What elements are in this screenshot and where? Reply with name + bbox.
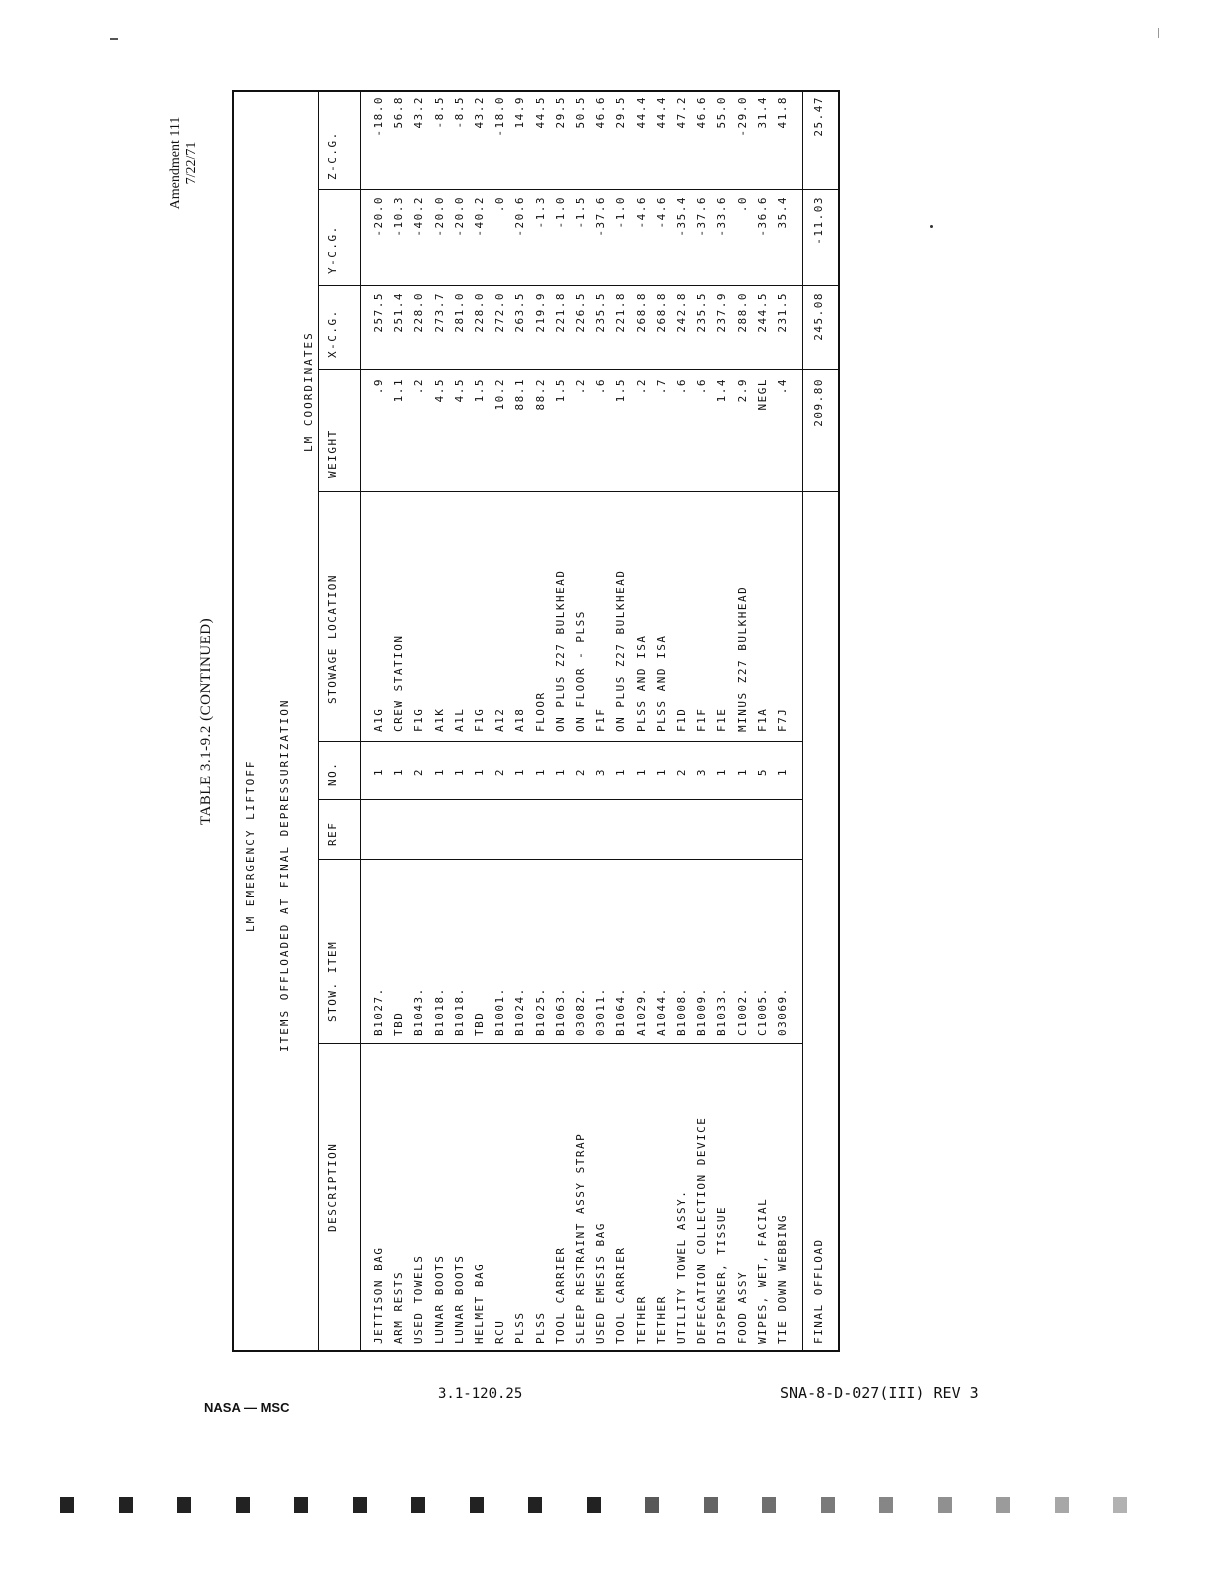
col-rule [318,741,802,742]
cell-no: 1 [654,767,668,777]
cell-zcg: 56.8 [392,96,406,129]
cell-zcg: 46.6 [695,96,709,129]
cell-weight: 2.9 [735,378,749,403]
cell-no: 1 [533,767,547,777]
cell-weight: 1.5 [553,378,567,403]
cell-no: 1 [432,767,446,777]
cell-zcg: -18.0 [493,96,507,137]
cell-xcg: 221.8 [553,292,567,333]
cell-weight: 4.5 [452,378,466,403]
film-mark [294,1497,308,1513]
cell-stow-item: B1027. [372,987,385,1036]
cell-description: DISPENSER, TISSUE [715,1205,729,1344]
cell-xcg: 219.9 [533,292,547,333]
cell-no: 1 [776,767,789,777]
cell-location: A12 [493,707,507,732]
cell-location: PLSS AND ISA [634,634,648,732]
cell-location: ON PLUS Z27 BULKHEAD [614,569,628,732]
table-caption: TABLE 3.1-9.2 (CONTINUED) [198,617,214,825]
cell-ycg: .0 [493,196,507,213]
cell-weight: .9 [372,378,385,395]
col-rule [318,859,802,860]
cell-ycg: -37.6 [695,196,709,237]
cell-weight: .6 [675,378,688,395]
cell-xcg: 235.5 [695,292,709,333]
cell-zcg: -18.0 [372,96,385,137]
cell-description: DEFECATION COLLECTION DEVICE [695,1116,709,1344]
scan-mark [110,38,118,40]
cell-zcg: 44.4 [634,96,648,129]
film-mark [938,1497,952,1513]
col-header-weight: WEIGHT [326,429,339,478]
amendment-number: Amendment 111 [168,116,183,210]
cell-weight: 88.1 [513,378,527,411]
film-mark [236,1497,250,1513]
cell-ycg: .0 [735,196,749,213]
cell-xcg: 237.9 [715,292,729,333]
cell-ycg: -40.2 [412,196,426,237]
col-header-ycg: Y-C.G. [326,225,339,274]
total-rule [802,90,803,1352]
col-rule [318,1043,802,1044]
cell-description: TIE DOWN WEBBING [776,1214,789,1344]
cell-ycg: -4.6 [634,196,648,229]
cell-location: FLOOR [533,691,547,732]
film-mark [470,1497,484,1513]
cell-no: 3 [695,767,709,777]
cell-no: 2 [493,767,507,777]
cell-weight: .4 [776,378,789,395]
cell-xcg: 268.8 [654,292,668,333]
cell-no: 2 [412,767,426,777]
cell-no: 1 [513,767,527,777]
film-mark [587,1497,601,1513]
cell-location: A1L [452,707,466,732]
cell-location: F1D [675,707,688,732]
col-header-location: STOWAGE LOCATION [326,574,339,704]
film-mark [1113,1497,1127,1513]
cell-weight: 1.5 [473,378,486,403]
cell-description: TETHER [654,1295,668,1344]
amendment-date: 7/22/71 [184,141,199,185]
col-rule [318,369,840,370]
cell-xcg: 231.5 [776,292,789,333]
cell-xcg: 251.4 [392,292,406,333]
table-title: LM EMERGENCY LIFTOFF [244,759,257,932]
cell-xcg: 228.0 [473,292,486,333]
col-header-stow-item: STOW. ITEM [326,940,339,1022]
cell-description: TOOL CARRIER [614,1246,628,1344]
film-mark [762,1497,776,1513]
cell-no: 3 [594,767,608,777]
cell-description: LUNAR BOOTS [452,1254,466,1344]
cell-location: F1G [473,707,486,732]
cell-stow-item: B1064. [614,987,628,1036]
film-mark [353,1497,367,1513]
cell-no: 1 [614,767,628,777]
cell-location: MINUS Z27 BULKHEAD [735,585,749,732]
film-mark [645,1497,659,1513]
cell-weight: .2 [634,378,648,395]
cell-weight: 10.2 [493,378,507,411]
cell-no: 2 [574,767,587,777]
total-weight: 209.80 [812,378,825,427]
cell-stow-item: C1002. [735,987,749,1036]
cell-no: 1 [634,767,648,777]
scan-mark [930,225,933,228]
cell-description: ARM RESTS [392,1270,406,1344]
col-rule [318,491,840,492]
cell-zcg: 14.9 [513,96,527,129]
cell-ycg: -1.3 [533,196,547,229]
cell-stow-item: B1033. [715,987,729,1036]
film-mark [528,1497,542,1513]
col-rule [318,285,840,286]
cell-description: TOOL CARRIER [553,1246,567,1344]
cell-ycg: -33.6 [715,196,729,237]
cell-ycg: -36.6 [755,196,769,237]
cell-description: JETTISON BAG [372,1246,385,1344]
cell-no: 1 [715,767,729,777]
cell-weight: .6 [594,378,608,395]
cell-no: 1 [452,767,466,777]
cell-stow-item: B1025. [533,987,547,1036]
cell-stow-item: C1005. [755,987,769,1036]
cell-ycg: -1.5 [574,196,587,229]
cell-zcg: 50.5 [574,96,587,129]
cell-location: A1K [432,707,446,732]
cell-ycg: -20.6 [513,196,527,237]
cell-description: FOOD ASSY [735,1270,749,1344]
cell-zcg: 43.2 [412,96,426,129]
cell-stow-item: B1008. [675,987,688,1036]
cell-stow-item: B1063. [553,987,567,1036]
cell-zcg: 55.0 [715,96,729,129]
cell-zcg: 44.4 [654,96,668,129]
cell-xcg: 228.0 [412,292,426,333]
cell-description: WIPES, WET, FACIAL [755,1197,769,1344]
cell-no: 1 [735,767,749,777]
cell-zcg: 31.4 [755,96,769,129]
cell-weight: 1.4 [715,378,729,403]
cell-stow-item: B1043. [412,987,426,1036]
cell-ycg: -20.0 [372,196,385,237]
cell-ycg: -10.3 [392,196,406,237]
col-header-no: NO. [326,761,339,786]
cell-zcg: -8.5 [432,96,446,129]
cell-stow-item: B1001. [493,987,507,1036]
film-marks [60,1497,1160,1515]
cell-ycg: -20.0 [452,196,466,237]
col-rule [318,799,802,800]
cell-stow-item: 03082. [574,987,587,1036]
cell-location: F1G [412,707,426,732]
cell-zcg: 47.2 [675,96,688,129]
cell-description: PLSS [513,1311,527,1344]
scan-mark [1158,28,1159,38]
cell-stow-item: B1024. [513,987,527,1036]
cell-ycg: -4.6 [654,196,668,229]
film-mark [704,1497,718,1513]
cell-weight: 1.1 [392,378,406,403]
cell-description: HELMET BAG [473,1262,486,1344]
cell-weight: .6 [695,378,709,395]
cell-zcg: 41.8 [776,96,789,129]
cell-location: ON PLUS Z27 BULKHEAD [553,569,567,732]
cell-location: F7J [776,707,789,732]
total-zcg: 25.47 [812,96,825,137]
cell-stow-item: A1029. [634,987,648,1036]
cell-xcg: 281.0 [452,292,466,333]
cell-no: 1 [392,767,406,777]
footer-page-number: 3.1-120.25 [438,1386,523,1402]
film-mark [879,1497,893,1513]
cell-location: F1F [594,707,608,732]
cell-weight: 1.5 [614,378,628,403]
footer-org: NASA — MSC [204,1400,290,1415]
total-label: FINAL OFFLOAD [812,1238,825,1344]
cell-ycg: -35.4 [675,196,688,237]
cell-stow-item: TBD [392,1011,406,1036]
coord-group-title: LM COORDINATES [302,331,315,452]
header-bottom-rule [360,90,361,1352]
cell-xcg: 268.8 [634,292,648,333]
cell-description: RCU [493,1319,507,1344]
cell-xcg: 263.5 [513,292,527,333]
cell-weight: .7 [654,378,668,395]
total-xcg: 245.08 [812,292,825,341]
film-mark [60,1497,74,1513]
cell-description: SLEEP RESTRAINT ASSY STRAP [574,1132,587,1344]
cell-location: ON FLOOR - PLSS [574,610,587,732]
cell-no: 5 [755,767,769,777]
cell-ycg: -20.0 [432,196,446,237]
cell-xcg: 288.0 [735,292,749,333]
cell-zcg: -29.0 [735,96,749,137]
cell-xcg: 221.8 [614,292,628,333]
cell-ycg: -37.6 [594,196,608,237]
offload-table [232,90,840,1352]
cell-stow-item: 03069. [776,987,789,1036]
cell-location: F1A [755,707,769,732]
cell-description: LUNAR BOOTS [432,1254,446,1344]
film-mark [821,1497,835,1513]
cell-weight: NEGL [755,378,769,411]
cell-weight: .2 [412,378,426,395]
header-top-rule [318,542,319,1352]
col-header-zcg: Z-C.G. [326,131,339,180]
cell-xcg: 244.5 [755,292,769,333]
cell-xcg: 235.5 [594,292,608,333]
cell-zcg: 29.5 [614,96,628,129]
col-header-xcg: X-C.G. [326,309,339,358]
col-header-ref: REF [326,821,339,846]
cell-stow-item: B1009. [695,987,709,1036]
cell-stow-item: A1044. [654,987,668,1036]
cell-zcg: 29.5 [553,96,567,129]
cell-weight: .2 [574,378,587,395]
film-mark [411,1497,425,1513]
cell-zcg: -8.5 [452,96,466,129]
cell-location: CREW STATION [392,634,406,732]
film-mark [996,1497,1010,1513]
cell-description: USED EMESIS BAG [594,1222,608,1344]
cell-xcg: 226.5 [574,292,587,333]
col-header-description: DESCRIPTION [326,1142,339,1232]
cell-xcg: 272.0 [493,292,507,333]
cell-ycg: 35.4 [776,196,789,229]
cell-location: F1E [715,707,729,732]
cell-zcg: 44.5 [533,96,547,129]
cell-ycg: -40.2 [473,196,486,237]
footer-doc-id: SNA-8-D-027(III) REV 3 [780,1384,979,1402]
cell-location: F1F [695,707,709,732]
cell-ycg: -1.0 [553,196,567,229]
cell-stow-item: B1018. [432,987,446,1036]
cell-zcg: 46.6 [594,96,608,129]
cell-xcg: 273.7 [432,292,446,333]
cell-location: PLSS AND ISA [654,634,668,732]
table-subtitle: ITEMS OFFLOADED AT FINAL DEPRESSURIZATION [278,698,291,1052]
cell-description: TETHER [634,1295,648,1344]
cell-stow-item: 03011. [594,987,608,1036]
cell-location: A1G [372,707,385,732]
cell-stow-item: B1018. [452,987,466,1036]
coord-group-rule [318,90,319,542]
cell-ycg: -1.0 [614,196,628,229]
cell-no: 2 [675,767,688,777]
cell-location: A18 [513,707,527,732]
cell-no: 1 [553,767,567,777]
film-mark [177,1497,191,1513]
cell-description: PLSS [533,1311,547,1344]
film-mark [1055,1497,1069,1513]
cell-no: 1 [372,767,385,777]
cell-weight: 4.5 [432,378,446,403]
cell-zcg: 43.2 [473,96,486,129]
col-rule [318,189,840,190]
cell-weight: 88.2 [533,378,547,411]
total-ycg: -11.03 [812,196,825,245]
film-mark [119,1497,133,1513]
cell-stow-item: TBD [473,1011,486,1036]
cell-xcg: 257.5 [372,292,385,333]
cell-xcg: 242.8 [675,292,688,333]
cell-description: UTILITY TOWEL ASSY. [675,1189,688,1344]
cell-description: USED TOWELS [412,1254,426,1344]
cell-no: 1 [473,767,486,777]
